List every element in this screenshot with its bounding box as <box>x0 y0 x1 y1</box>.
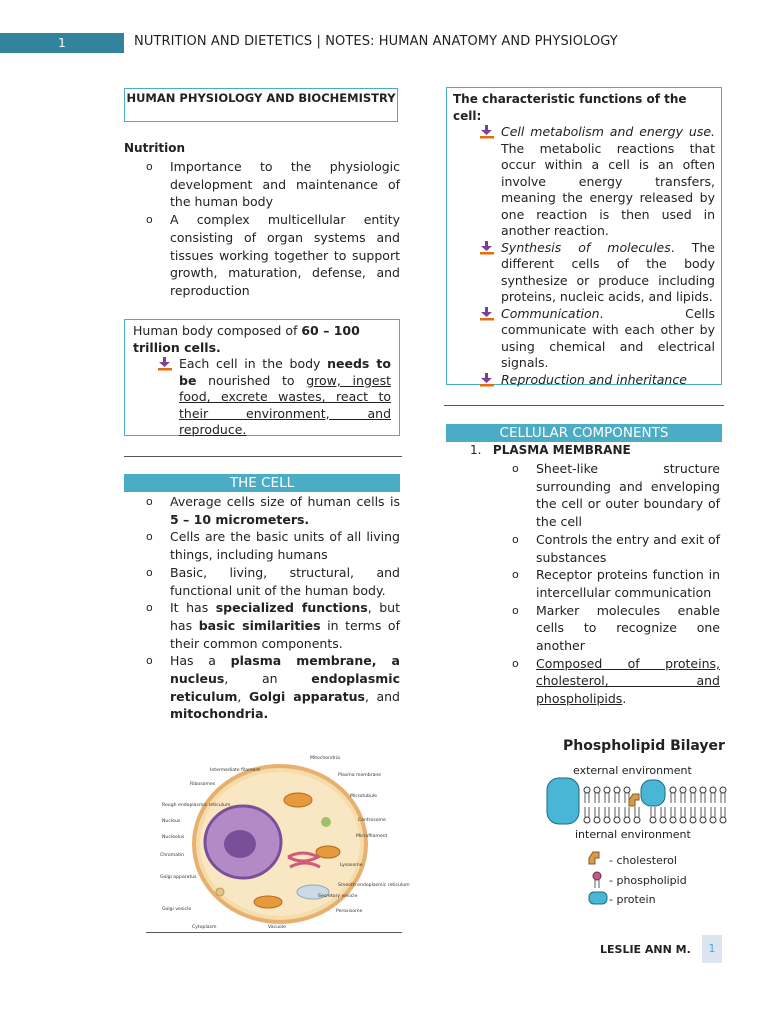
bold-text: needs to be <box>179 356 391 388</box>
text: . Cells communicate with each other by using chemical and electrical signals. <box>501 305 715 370</box>
arrow-bullet-icon <box>479 241 495 255</box>
lysosome-shape <box>321 817 331 827</box>
mitochondrion-shape <box>254 896 282 908</box>
bold-text: Golgi apparatus <box>248 688 365 704</box>
protein-shape <box>641 780 665 806</box>
underlined-text: grow, ingest food, excrete wastes, react to their environment, and reproduce. <box>179 372 391 437</box>
legend-cholesterol: - cholesterol <box>609 854 677 867</box>
nucleolus-shape <box>224 830 256 858</box>
label-secretory-vesicle: Secretory vesicle <box>318 894 358 899</box>
label-smooth-er: Smooth endoplasmic reticulum <box>338 883 410 888</box>
label-ribosomes: Ribosomes <box>190 782 216 787</box>
label-golgi-vesicle: Golgi vesicle <box>162 907 192 912</box>
internal-environment-label: internal environment <box>575 828 691 841</box>
text: It has <box>170 600 216 616</box>
arrow-bullet-icon <box>479 373 495 387</box>
label-nucleolus: Nucleolus <box>162 835 185 840</box>
arrow-bullet-icon <box>157 357 173 371</box>
italic-text: Cell metabolism and energy use. <box>501 124 715 139</box>
divider <box>146 932 402 933</box>
label-peroxisome: Peroxisome <box>336 909 363 914</box>
bold-text: plasma membrane, a nucleus <box>170 653 400 687</box>
text: The metabolic reactions that occur within a cell is an often involve energy transfers, meaning the energy released by one reaction is then used in another reaction. <box>501 140 715 238</box>
bold-text: specialized functions <box>215 600 368 616</box>
label-plasma-membrane: Plasma membrane <box>338 773 382 778</box>
function-item <box>453 372 715 389</box>
cell-facts-list <box>124 493 400 723</box>
text: , but has <box>170 600 400 633</box>
list-number: 1. <box>470 443 482 457</box>
bold-text: basic similarities <box>198 617 321 633</box>
phospholipid-legend-icon <box>593 872 601 880</box>
text: Has a <box>170 653 231 669</box>
nutrition-heading: Nutrition <box>124 141 185 155</box>
text: nourished to <box>196 372 307 388</box>
nutrition-list <box>124 158 400 300</box>
list-item <box>124 652 400 723</box>
cells-need-item <box>133 356 391 439</box>
function-item <box>453 240 715 306</box>
text: Human body composed of <box>133 323 302 338</box>
animal-cell-diagram <box>158 752 410 930</box>
bold-text: endoplasmic reticulum <box>170 671 400 704</box>
external-environment-label: external environment <box>573 764 692 777</box>
label-intermediate-filament: Intermediate filament <box>210 768 261 773</box>
list-item: o A complex multicellular entity consisting of organ systems and tissues working together to support growth, maturation, defense, and reproduction <box>124 211 400 300</box>
italic-text: Synthesis of molecules <box>501 239 671 255</box>
text: . The different cells of the body synthesize or produce including proteins, nucleic acids, and lipids. <box>501 239 715 304</box>
protein-legend-icon <box>589 892 607 904</box>
page-number-tab: 1 <box>0 33 124 53</box>
list-item: o Sheet-like structure surrounding and enveloping the cell or outer boundary of the cell <box>490 460 720 531</box>
underlined-text: Composed of proteins, cholesterol, and phospholipids <box>536 655 720 707</box>
label-rough-er: Rough endoplasmic reticulum <box>162 803 231 808</box>
mitochondrion-shape <box>284 793 312 807</box>
functions-heading: The characteristic functions of the cell: <box>453 92 687 123</box>
label-lysosome: Lysosome <box>340 863 363 868</box>
list-item: o Basic, living, structural, and functional unit of the human body. <box>124 564 400 599</box>
divider <box>124 456 402 457</box>
label-mitochondria: Mitochondria <box>310 756 340 761</box>
label-vacuole: Vacuole <box>268 925 286 930</box>
list-item: o Marker molecules enable cells to recognize one another <box>490 602 720 655</box>
cholesterol-shape <box>629 794 639 806</box>
bold-text: PLASMA MEMBRANE <box>492 443 631 457</box>
cells-count-box <box>124 319 400 436</box>
bilayer-title: Phospholipid Bilayer <box>563 738 725 754</box>
document-header-title: NUTRITION AND DIETETICS | NOTES: HUMAN ANATOMY AND PHYSIOLOGY <box>134 34 618 49</box>
protein-shape <box>547 778 579 824</box>
text: . <box>622 691 627 707</box>
legend-protein: - protein <box>609 893 656 906</box>
cholesterol-legend-icon <box>589 852 599 864</box>
arrow-bullet-icon <box>479 125 495 139</box>
section-title-box: HUMAN PHYSIOLOGY AND BIOCHEMISTRY <box>124 88 398 122</box>
label-cytoplasm: Cytoplasm <box>192 925 217 930</box>
label-nucleus: Nucleus <box>162 819 181 824</box>
plasma-membrane-list <box>490 460 720 708</box>
italic-text: Reproduction and inheritance <box>501 371 687 387</box>
phospholipid-bilayer-diagram <box>545 734 730 914</box>
label-chromatin: Chromatin <box>160 853 184 858</box>
text: , and <box>364 688 400 704</box>
list-item: o Controls the entry and exit of substances <box>490 531 720 566</box>
list-item <box>490 655 720 708</box>
text: , an <box>224 671 312 687</box>
list-item: o Receptor proteins function in intercellular communication <box>490 566 720 601</box>
text: Average cells size of human cells is <box>170 494 400 509</box>
list-item: o Cells are the basic units of all living things, including humans <box>124 528 400 563</box>
function-item <box>453 124 715 240</box>
cell-functions-box <box>446 87 722 385</box>
plasma-membrane-heading <box>470 443 631 457</box>
list-item <box>124 493 400 528</box>
bold-text: 5 – 10 micrometers. <box>170 511 310 527</box>
list-item <box>124 599 400 652</box>
label-microtubule: Microtubule <box>350 794 378 799</box>
legend-phospholipid: - phospholipid <box>609 874 687 887</box>
footer-author: LESLIE ANN M. <box>600 943 691 956</box>
italic-text: Communication <box>501 305 600 321</box>
the-cell-section-bar: THE CELL <box>124 474 400 492</box>
function-item <box>453 306 715 372</box>
label-centrosome: Centrosome <box>358 818 386 823</box>
divider <box>444 405 724 406</box>
text: in terms of their common components. <box>170 617 400 651</box>
list-item: o Importance to the physiologic development and maintenance of the human body <box>124 158 400 211</box>
cells-count-line <box>133 323 391 356</box>
label-golgi-apparatus: Golgi apparatus <box>160 875 197 880</box>
bold-text: mitochondria. <box>170 706 269 722</box>
text: , <box>237 688 249 704</box>
footer-page-number: 1 <box>702 935 722 963</box>
cellular-components-section-bar: CELLULAR COMPONENTS <box>446 424 722 442</box>
bold-text: 60 – 100 trillion cells. <box>133 323 360 355</box>
arrow-bullet-icon <box>479 307 495 321</box>
label-microfilament: Microfilament <box>356 834 388 839</box>
text: Each cell in the body <box>179 356 328 371</box>
